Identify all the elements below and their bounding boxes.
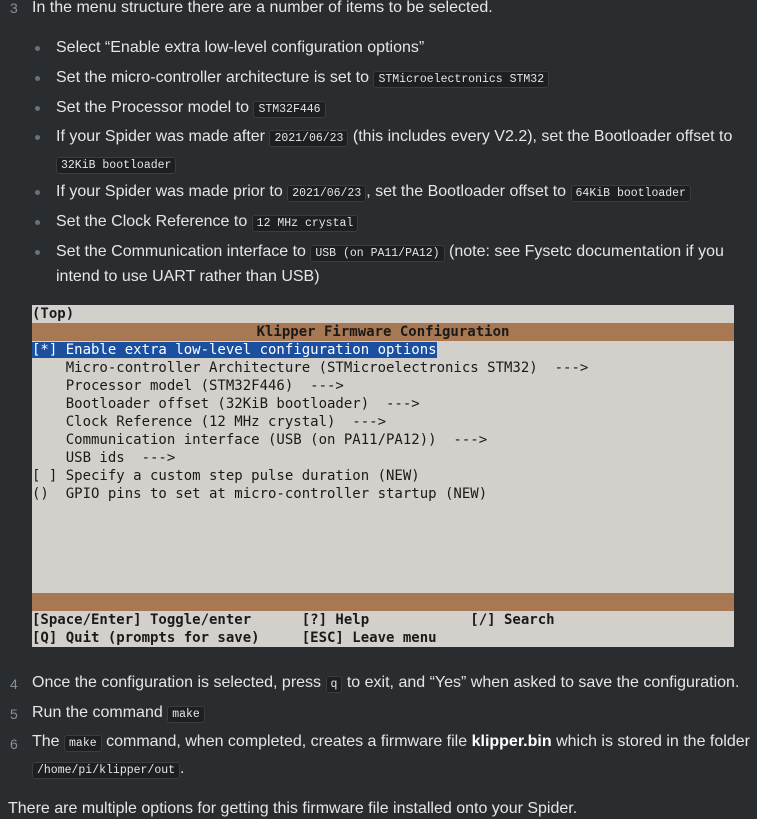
inline-code: 2021/06/23: [269, 130, 348, 147]
menu-item[interactable]: Processor model (STM32F446) --->: [32, 378, 344, 394]
bullet-text: Set the Clock Reference to: [56, 213, 248, 230]
step-text-part: The: [32, 733, 60, 750]
inline-code: STMicroelectronics STM32: [373, 71, 549, 88]
bullet-dot: [35, 135, 40, 140]
step-number: 4: [10, 676, 18, 692]
bullet-text: Set the micro-controller architecture is set to: [56, 69, 370, 86]
inline-code: USB (on PA11/PA12): [310, 245, 444, 262]
bullet-dot: [35, 190, 40, 195]
inline-code: 64KiB bootloader: [571, 185, 691, 202]
step-text: [32, 733, 750, 751]
bullet-dot: [35, 220, 40, 225]
bullet-text: If your Spider was made after: [56, 128, 265, 145]
bullet-dot: [35, 250, 40, 255]
inline-code: 32KiB bootloader: [56, 157, 176, 174]
inline-code: 12 MHz crystal: [252, 215, 359, 232]
menu-item[interactable]: USB ids --->: [32, 450, 176, 466]
menu-item[interactable]: Micro-controller Architecture (STMicroelectronics STM32) --->: [32, 360, 589, 376]
step-text-part: to exit, and “Yes” when asked to save the configuration.: [346, 674, 740, 691]
step-text: [32, 704, 205, 722]
menu-item[interactable]: () GPIO pins to set at micro-controller startup (NEW): [32, 486, 488, 502]
bullet-item: Select “Enable extra low-level configuration options”: [56, 39, 425, 56]
step-text: [32, 674, 739, 692]
step-text: In the menu structure there are a number of items to be selected.: [32, 0, 493, 16]
step-text-part: command, when completed, creates a firmware file: [106, 733, 468, 750]
menu-item-label: [*] Enable extra low-level configuration options: [32, 342, 437, 358]
firmware-filename: klipper.bin: [471, 733, 552, 750]
menu-item[interactable]: [ ] Specify a custom step pulse duration (NEW): [32, 468, 420, 484]
step-text-continued: [32, 760, 184, 778]
bullet-dot: [35, 106, 40, 111]
bullet-item: [56, 213, 358, 231]
paragraph: There are multiple options for getting this firmware file installed onto your Spider.: [8, 800, 578, 817]
inline-code: make: [64, 735, 102, 752]
step-number: 6: [10, 736, 18, 752]
menu-item[interactable]: Clock Reference (12 MHz crystal) --->: [32, 414, 387, 430]
bullet-item: [56, 243, 724, 261]
bullet-item-continued: intend to use UART rather than USB): [56, 268, 320, 285]
step-number: 5: [10, 706, 18, 722]
menu-item[interactable]: Bootloader offset (32KiB bootloader) --->: [32, 396, 420, 412]
bullet-text: Set the Communication interface to: [56, 243, 306, 260]
bullet-item: [56, 128, 732, 146]
terminal-title: Klipper Firmware Configuration: [256, 324, 510, 340]
terminal-breadcrumb: (Top): [32, 306, 75, 322]
bullet-text: Set the Processor model to: [56, 99, 249, 116]
bullet-item: [56, 183, 691, 201]
bullet-text: If your Spider was made prior to: [56, 183, 283, 200]
inline-code: STM32F446: [253, 101, 325, 118]
step-text-part: Run the command: [32, 704, 163, 721]
bullet-text: (note: see Fysetc documentation if you: [449, 243, 724, 260]
inline-code: q: [326, 676, 343, 693]
key-help-line: [Space/Enter] Toggle/enter [?] Help [/] Search: [32, 612, 555, 628]
bullet-text: (this includes every V2.2), set the Bootloader offset to: [352, 128, 733, 145]
menuconfig-terminal: [32, 305, 734, 647]
step-number: 3: [10, 0, 18, 16]
step-text-part: .: [180, 760, 185, 777]
menu-item[interactable]: Communication interface (USB (on PA11/PA12)) --->: [32, 432, 488, 448]
bullet-item: [56, 99, 326, 117]
bullet-item: [56, 69, 549, 87]
menu-item-selected[interactable]: [32, 341, 437, 359]
step-text-part: Once the configuration is selected, press: [32, 674, 322, 691]
bullet-item-continued: [56, 155, 176, 173]
bullet-dot: [35, 46, 40, 51]
inline-code: make: [167, 706, 205, 723]
status-bar: [32, 593, 734, 611]
step-text-part: which is stored in the folder: [556, 733, 750, 750]
inline-code: 2021/06/23: [287, 185, 366, 202]
bullet-dot: [35, 76, 40, 81]
bullet-text: , set the Bootloader offset to: [366, 183, 567, 200]
inline-code: /home/pi/klipper/out: [32, 762, 180, 779]
key-help-line: [Q] Quit (prompts for save) [ESC] Leave menu: [32, 630, 437, 646]
